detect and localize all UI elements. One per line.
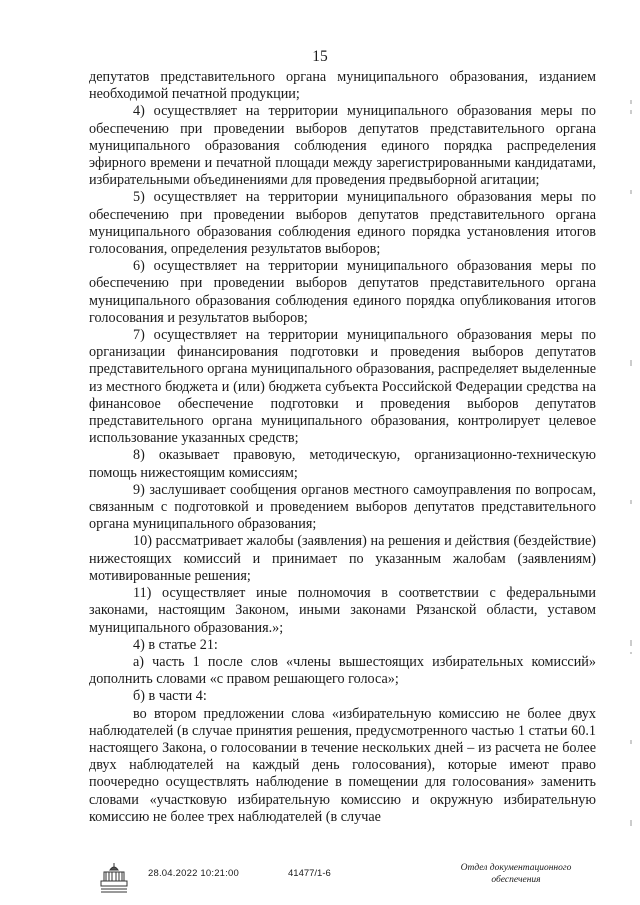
footer-document-id: 41477/1-6: [288, 868, 331, 879]
scan-edge-marks: [626, 80, 636, 840]
footer-timestamp: 28.04.2022 10:21:00: [148, 868, 239, 879]
paragraph: 4) осуществляет на территории муниципального образования меры по обеспечению при проведении выборов депутатов представительного органа муниципального образования соблюдения единого порядка распределения эфирного времени и печатной площади между зарегистрированными кандидатами, избирательными объединениями для проведения предвыборной агитации;: [89, 103, 596, 189]
footer-department: [436, 862, 596, 886]
paragraph: во втором предложении слова «избирательную комиссию не более двух наблюдателей (в случае принятия решения, предусмотренного частью 1 статьи 60.1 настоящего Закона, о голосовании в течение нескольких дней – из расчета не более двух наблюдателей на каждый день голосования), которые имеют право поочередно осуществлять наблюдение в помещении для голосования» заменить словами «участковую избирательную комиссию и окружную избирательную комиссию не более трех наблюдателей (в случае: [89, 705, 596, 825]
paragraph: 9) заслушивает сообщения органов местного самоуправления по вопросам, связанным с подготовкой и проведением выборов депутатов представительного органа муниципального образования;: [89, 481, 596, 533]
paragraph: 11) осуществляет иные полномочия в соответствии с федеральными законами, настоящим Законом, иными законами Рязанской области, уставом муниципального образования.»;: [89, 585, 596, 636]
page-number: 15: [312, 48, 328, 65]
footer-department-line: обеспечения: [491, 875, 541, 885]
paragraph: 6) осуществляет на территории муниципального образования меры по обеспечению при проведении выборов депутатов представительного органа муниципального образования соблюдения единого порядка опубликования итогов голосования и результатов выборов;: [89, 258, 596, 326]
paragraph: б) в части 4:: [133, 688, 207, 705]
paragraph: депутатов представительного органа муниципального образования, изданием необходимой печатной продукции;: [89, 69, 596, 103]
paragraph: 8) оказывает правовую, методическую, организационно-техническую помощь нижестоящим комиссиям;: [89, 447, 596, 481]
paragraph: 5) осуществляет на территории муниципального образования меры по обеспечению при проведении выборов депутатов представительного органа муниципального образования соблюдения единого порядка установления итогов голосования, определения результатов выборов;: [89, 189, 596, 258]
paragraph: а) часть 1 после слов «члены вышестоящих избирательных комиссий» дополнить словами «с правом решающего голоса»;: [89, 653, 596, 688]
paragraph: 10) рассматривает жалобы (заявления) на решения и действия (бездействие) нижестоящих комиссий и принимает по указанным жалобам (заявлениям) мотивированные решения;: [89, 533, 596, 584]
duma-logo-icon: [97, 860, 131, 896]
footer-department-line: Отдел документационного: [460, 863, 572, 873]
paragraph: 4) в статье 21:: [133, 636, 218, 653]
document-body: [89, 69, 596, 826]
paragraph: 7) осуществляет на территории муниципального образования меры по организации финансирования подготовки и проведения выборов депутатов представительного органа муниципального образования, распределяет выделенные из местного бюджета и (или) бюджета субъекта Российской Федерации средства на финансовое обеспечение подготовки и проведения выборов депутатов представительного органа муниципального образования, контролирует целевое использование указанных средств;: [89, 327, 596, 447]
